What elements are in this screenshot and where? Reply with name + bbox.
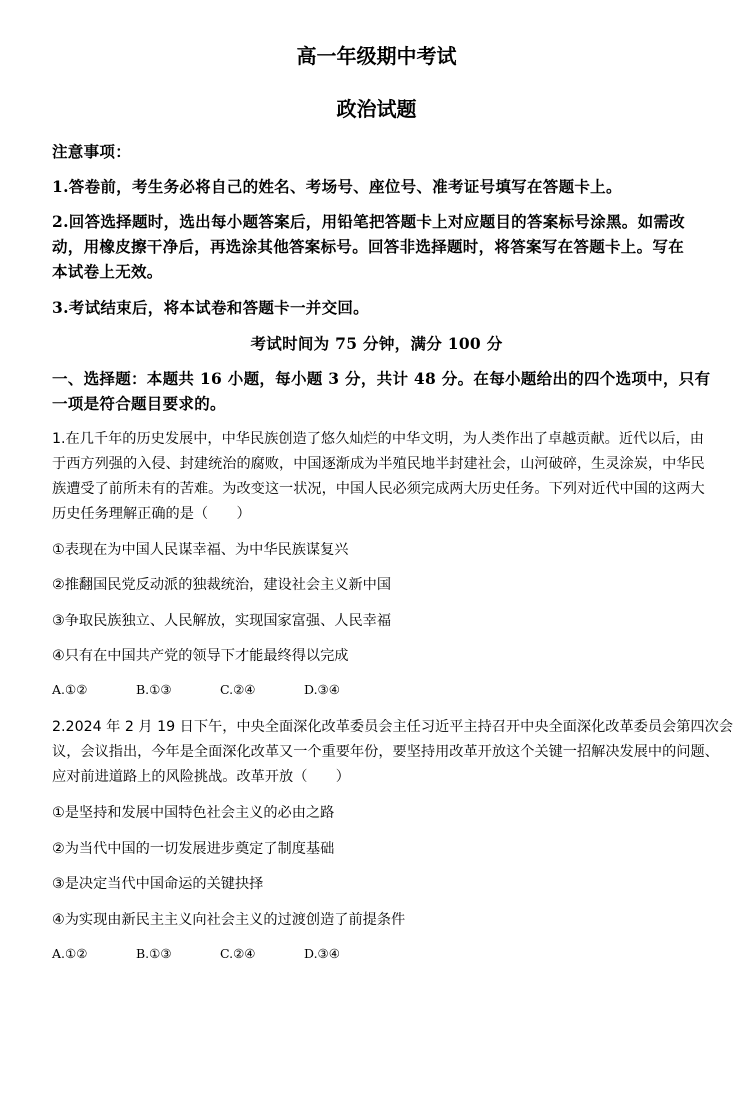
q1-option-d: D.③④ (304, 682, 340, 697)
q1-option-c: C.②④ (220, 682, 256, 697)
q1-option-b: B.①③ (136, 682, 172, 697)
q2-statement-3: ③是决定当代中国命运的关键抉择 (52, 876, 264, 892)
q1-options (52, 682, 388, 697)
notice-heading: 注意事项： (52, 142, 132, 161)
q1-stem-line-1: 1.在几千年的历史发展中，中华民族创造了悠久灿烂的中华文明，为人类作出了卓越贡献。近代以后，由 (52, 431, 704, 447)
q2-stem-line-1: 2.2024 年 2 月 19 日下午，中央全面深化改革委员会主任习近平主持召开中央全面深化改革委员会第四次会 (52, 719, 733, 735)
q1-statement-2: ②推翻国民党反动派的独裁统治，建设社会主义新中国 (52, 577, 392, 593)
q2-option-b: B.①③ (136, 946, 172, 961)
q1-statement-3: ③争取民族独立、人民解放，实现国家富强、人民幸福 (52, 613, 392, 629)
subject-title: 政治试题 (336, 97, 417, 121)
q1-option-a: A.①② (52, 682, 88, 697)
q1-statement-1: ①表现在为中国人民谋幸福、为中华民族谋复兴 (52, 542, 349, 558)
q2-statement-1: ①是坚持和发展中国特色社会主义的必由之路 (52, 805, 335, 821)
notice-item-2-line-3: 本试卷上无效。 (52, 262, 163, 281)
q1-stem-line-3: 族遭受了前所未有的苦难。为改变这一状况，中国人民必须完成两大历史任务。下列对近代中国的这两大 (52, 481, 705, 497)
q2-statement-2: ②为当代中国的一切发展进步奠定了制度基础 (52, 841, 335, 857)
notice-item-1: 1.答卷前，考生务必将自己的姓名、考场号、座位号、准考证号填写在答题卡上。 (52, 177, 622, 196)
q2-option-d: D.③④ (304, 946, 340, 961)
notice-item-2-line-2: 动，用橡皮擦干净后，再选涂其他答案标号。回答非选择题时，将答案写在答题卡上。写在 (52, 237, 685, 256)
exam-title: 高一年级期中考试 (296, 44, 457, 68)
notice-item-3: 3.考试结束后，将本试卷和答题卡一并交回。 (52, 298, 369, 317)
q2-options (52, 946, 388, 961)
q2-statement-4: ④为实现由新民主主义向社会主义的过渡创造了前提条件 (52, 912, 406, 928)
q1-stem-line-4: 历史任务理解正确的是（ ） (52, 506, 251, 522)
q2-stem-line-2: 议，会议指出，今年是全面深化改革又一个重要年份，要坚持用改革开放这个关键一招解决发展中的问题、 (52, 744, 719, 760)
q1-stem-line-2: 于西方列强的入侵、封建统治的腐败，中国逐渐成为半殖民地半封建社会，山河破碎，生灵涂炭，中华民 (52, 456, 705, 472)
q1-statement-4: ④只有在中国共产党的领导下才能最终得以完成 (52, 648, 349, 664)
section-heading-line-1: 一、选择题：本题共 16 小题，每小题 3 分，共计 48 分。在每小题给出的四个选项中，只有 (52, 369, 711, 388)
q2-option-a: A.①② (52, 946, 88, 961)
exam-info: 考试时间为 75 分钟，满分 100 分 (250, 334, 503, 353)
section-heading-line-2: 一项是符合题目要求的。 (52, 394, 226, 413)
q2-stem-line-3: 应对前进道路上的风险挑战。改革开放（ ） (52, 769, 350, 785)
notice-item-2-line-1: 2.回答选择题时，选出每小题答案后，用铅笔把答题卡上对应题目的答案标号涂黑。如需改 (52, 212, 685, 231)
q2-option-c: C.②④ (220, 946, 256, 961)
